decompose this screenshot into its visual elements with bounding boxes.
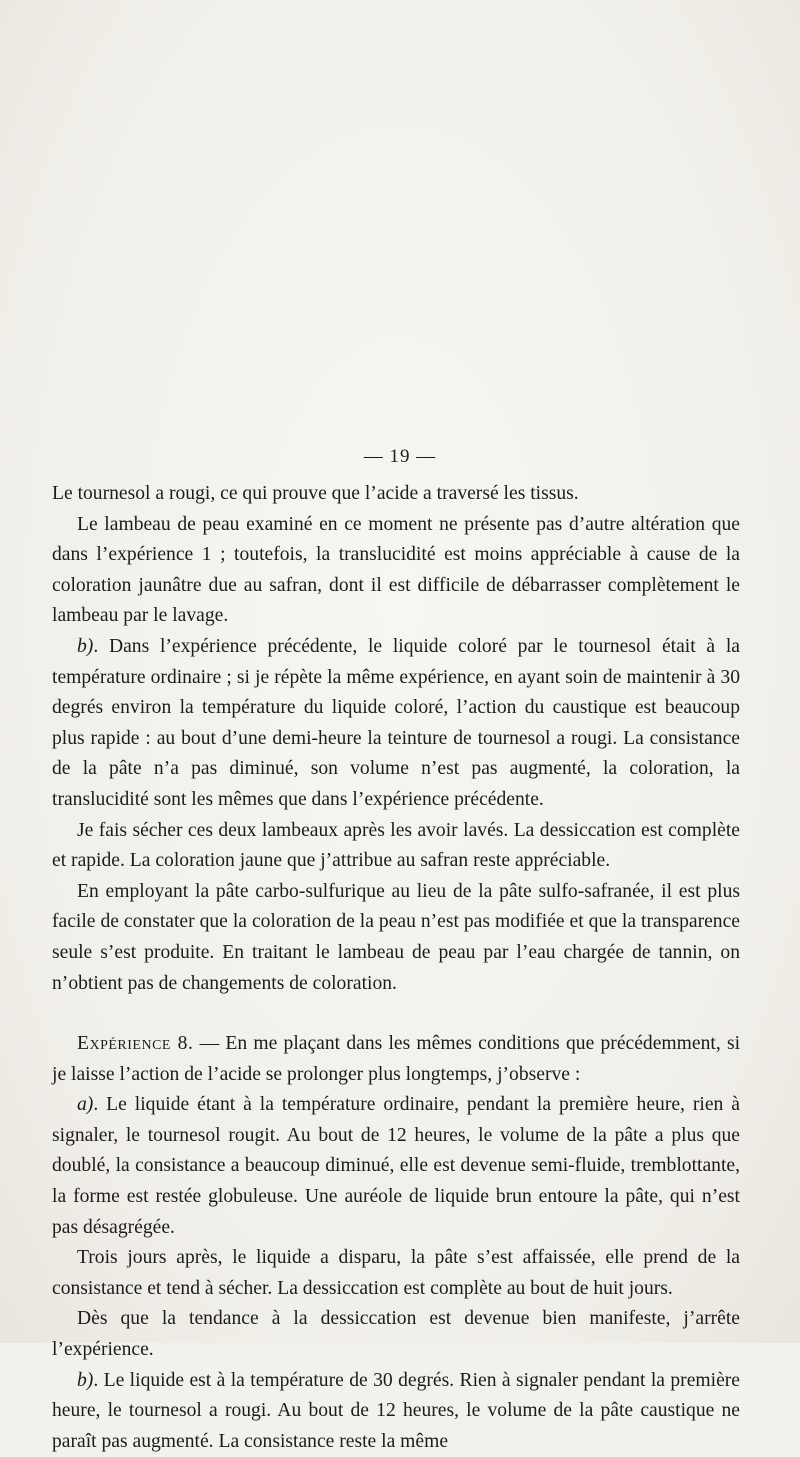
paragraph (52, 632, 740, 816)
paragraph (52, 877, 740, 999)
paragraph-text: Trois jours après, le liquide a disparu, la pâte s’est affaissée, elle prend de la consistance et tend à sécher. La dessiccation est complète au bout de huit jours. (52, 1247, 740, 1299)
experiment-heading: Expérience 8. (77, 1033, 194, 1055)
paragraph-text: Dès que la tendance à la dessiccation est devenue bien manifeste, j’arrête l’expérience. (52, 1308, 740, 1361)
item-marker: a) (77, 1094, 94, 1116)
paragraph (52, 1304, 740, 1365)
paragraph-text: . Dans l’expérience précédente, le liquide coloré par le tournesol était à la température ordinaire ; si je répète la même expérience, en ayant soin de maintenir à 30 degrés environ la température du liquide coloré, l’action du caustique est beaucoup plus rapide : au bout d’une demi-heure la teinture de tournesol a rougi. La consistance de la pâte n’a pas diminué, son volume n’est pas augmenté, la coloration, la translucidité sont les mêmes que dans l’expérience précédente. (52, 635, 740, 810)
paragraph (52, 510, 740, 632)
paragraph (52, 816, 740, 877)
paragraph-text: . Le liquide étant à la température ordinaire, pendant la première heure, rien à signaler, le tournesol rougit. Au bout de 12 heures, le volume de la pâte a plus que doublé, la consistance a beaucoup diminué, elle est devenue semi-fluide, tremblottante, la forme est restée globuleuse. Une auréole de liquide brun entoure la pâte, qui n’est pas désagrégée. (52, 1094, 740, 1238)
paragraph-text: Je fais sécher ces deux lambeaux après les avoir lavés. La dessiccation est complète et rapide. La coloration jaune que j’attribue au safran reste appréciable. (52, 819, 740, 872)
paragraph-text: Le tournesol a rougi, ce qui prouve que l’acide a traversé les tissus. (52, 483, 579, 504)
page-number: — 19 — (363, 446, 437, 467)
paragraph-text: . Le liquide est à la température de 30 degrés. Rien à signaler pendant la première heure, le tournesol a rougi. Au bout de 12 heures, le volume de la pâte caustique ne paraît pas augmenté. La consistance reste la même (52, 1369, 740, 1452)
paragraph-text: En employant la pâte carbo-sulfurique au lieu de la pâte sulfo-safranée, il est plus facile de constater que la coloration de la peau n’est pas modifiée et que la transparence seule s’est produite. En traitant le lambeau de peau par l’eau chargée de tannin, on n’obtient pas de changements de coloration. (52, 880, 740, 994)
paragraph (52, 1243, 740, 1304)
paragraph (52, 479, 740, 510)
page-body (52, 479, 740, 1457)
item-marker: b) (77, 635, 94, 657)
paragraph-text: — En me plaçant dans les mêmes conditions que précédemment, si je laisse l’action de l’acide se prolonger plus longtemps, j’observe : (52, 1033, 741, 1085)
paragraph (52, 1090, 740, 1243)
paragraph (52, 1029, 740, 1090)
item-marker: b) (77, 1369, 94, 1391)
paragraph-text: Le lambeau de peau examiné en ce moment ne présente pas d’autre altération que dans l’expérience 1 ; toutefois, la translucidité est moins appréciable à cause de la coloration jaunâtre due au safran, dont il est difficile de débarrasser complètement le lambeau par le lavage. (52, 513, 740, 627)
paragraph (52, 1366, 740, 1457)
